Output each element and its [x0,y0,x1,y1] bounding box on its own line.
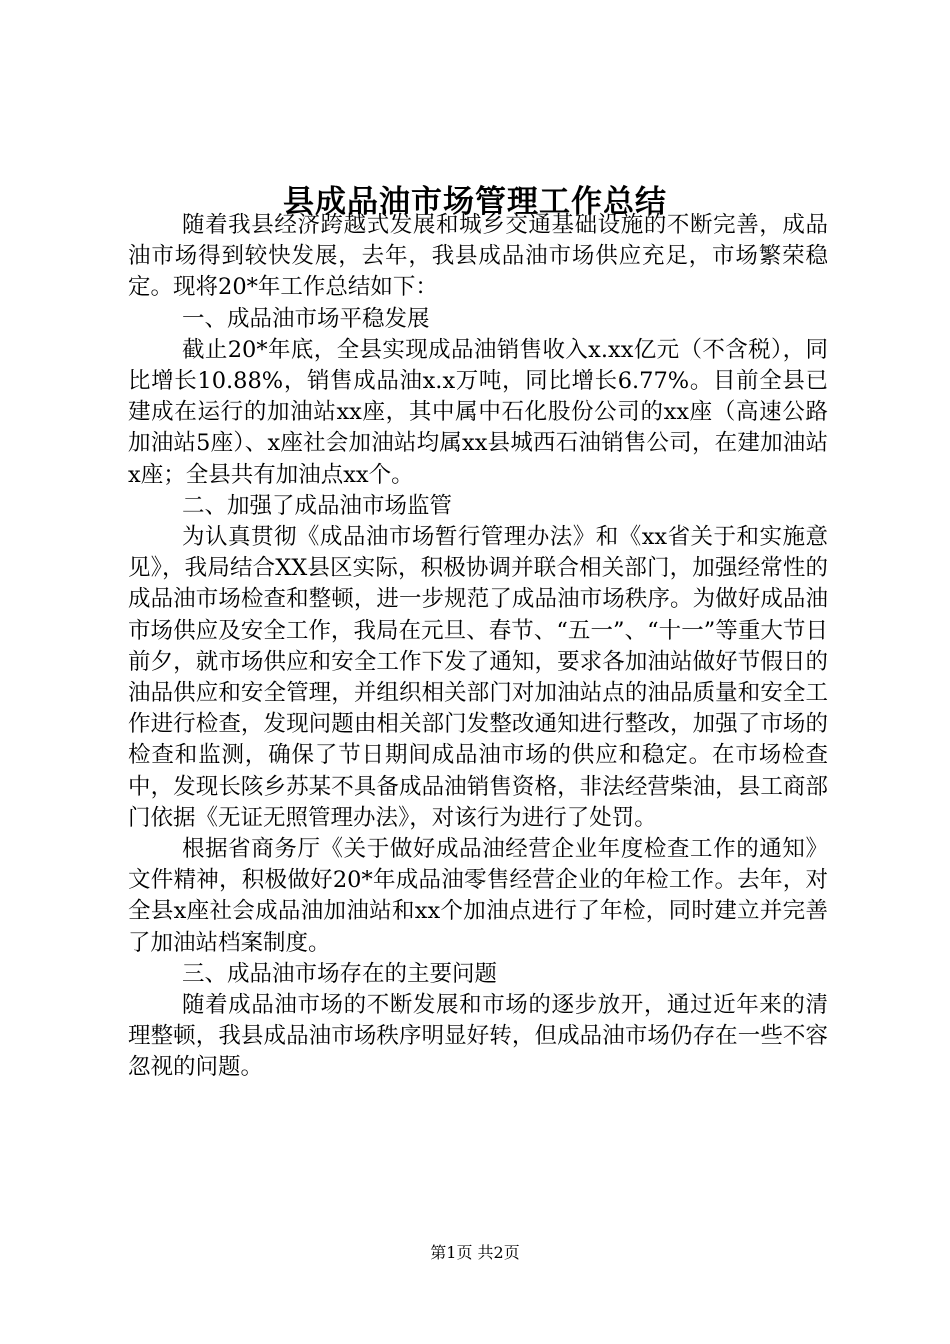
section-heading-1: 一、成品油市场平稳发展 [182,305,430,332]
page-footer: 第1页 共2页 [430,1243,520,1262]
intro-paragraph: 随着我县经济跨越式发展和城乡交通基础设施的不断完善，成品油市场得到较快发展，去年，我县成品油市场供应充足，市场繁荣稳定。现将20*年工作总结如下： [128,212,828,301]
section-2-paragraph-1: 为认真贯彻《成品油市场暂行管理办法》和《xx省关于和实施意见》，我局结合XX县区实际，积极协调并联合相关部门，加强经常性的成品油市场检查和整顿，进一步规范了成品油市场秩序。为做好成品油市场供应及安全工作，我局在元旦、春节、“五一”、“十一”等重大节日前夕，就市场供应和安全工作下发了通知，要求各加油站做好节假日的油品供应和安全管理，并组织相关部门对加油站点的油品质量和安全工作进行检查，发现问题由相关部门发整改通知进行整改，加强了市场的检查和监测，确保了节日期间成品油市场的供应和稳定。在市场检查中，发现长陔乡苏某不具备成品油销售资格，非法经营柴油，县工商部门依据《无证无照管理办法》，对该行为进行了处罚。 [128,524,828,831]
document-title: 县成品油市场管理工作总结 [283,184,667,220]
section-3-paragraph: 随着成品油市场的不断发展和市场的逐步放开，通过近年来的清理整顿，我县成品油市场秩序明显好转，但成品油市场仍存在一些不容忽视的问题。 [128,992,828,1081]
document-body [128,210,828,1084]
section-2-paragraph-2: 根据省商务厅《关于做好成品油经营企业年度检查工作的通知》文件精神，积极做好20*年成品油零售经营企业的年检工作。去年，对全县x座社会成品油加油站和xx个加油点进行了年检，同时建立并完善了加油站档案制度。 [128,836,828,956]
section-1-paragraph: 截止20*年底，全县实现成品油销售收入x.xx亿元（不含税），同比增长10.88%，销售成品油x.x万吨，同比增长6.77%。目前全县已建成在运行的加油站xx座，其中属中石化股份公司的xx座（高速公路加油站5座）、x座社会加油站均属xx县城西石油销售公司，在建加油站x座；全县共有加油点xx个。 [128,336,828,488]
section-heading-3: 三、成品油市场存在的主要问题 [182,960,498,987]
section-heading-2: 二、加强了成品油市场监管 [182,492,453,519]
